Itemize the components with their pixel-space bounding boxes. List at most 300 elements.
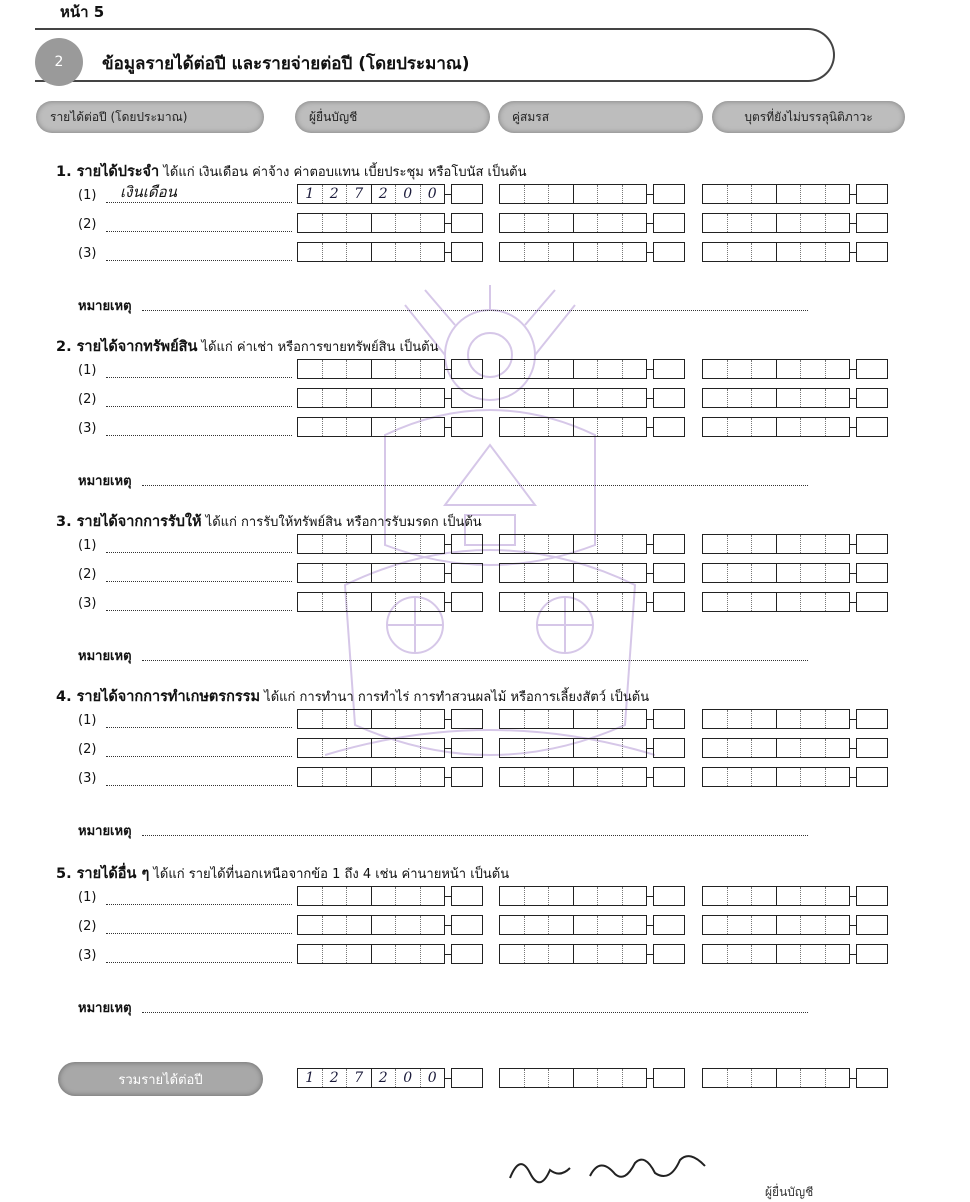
digit-cell — [777, 360, 802, 378]
digit-cell: 2 — [323, 1069, 348, 1087]
column-header-spouse: คู่สมรส — [498, 101, 703, 133]
digit-cell — [752, 418, 777, 436]
spouse-amount-box[interactable] — [499, 738, 647, 758]
spouse-satang-box[interactable] — [653, 592, 685, 612]
spouse-amount-box[interactable] — [499, 886, 647, 906]
total-spouse-satang-box[interactable] — [653, 1068, 685, 1088]
digit-cell — [623, 710, 647, 728]
digit-cell — [826, 1069, 850, 1087]
declarant-satang-box[interactable] — [451, 184, 483, 204]
digit-cell: 0 — [427, 186, 437, 202]
digit-cell — [323, 945, 348, 963]
digit-cell — [752, 243, 777, 261]
declarant-amount-box[interactable] — [297, 184, 445, 204]
description-field[interactable] — [106, 390, 292, 407]
digit-cell — [500, 710, 525, 728]
spouse-satang-box[interactable] — [653, 359, 685, 379]
digit-cell: 7 — [347, 1069, 372, 1087]
declarant-amount-box[interactable] — [297, 359, 445, 379]
digit-cell — [525, 739, 550, 757]
spouse-satang-box[interactable] — [653, 944, 685, 964]
spouse-amount-box[interactable] — [499, 417, 647, 437]
digit-cell — [826, 389, 850, 407]
digit-cell — [801, 360, 826, 378]
declarant-satang-box[interactable] — [451, 534, 483, 554]
spouse-amount-box[interactable] — [499, 359, 647, 379]
row-number: (2) — [78, 742, 97, 757]
digit-cell — [525, 768, 550, 786]
digit-cell — [752, 1069, 777, 1087]
digit-cell — [525, 916, 550, 934]
declarant-satang-box[interactable] — [451, 388, 483, 408]
digit-cell — [728, 360, 753, 378]
digit-cell — [574, 214, 599, 232]
description-field[interactable] — [106, 594, 292, 611]
digit-cell — [421, 564, 445, 582]
digit-cell — [801, 887, 826, 905]
row-number: (2) — [78, 217, 97, 232]
note-field[interactable] — [142, 309, 808, 311]
children-amount-box[interactable] — [702, 534, 850, 554]
digit-cell — [347, 389, 372, 407]
children-satang-box[interactable] — [856, 767, 888, 787]
note-label: หมายเหตุ — [78, 1001, 132, 1016]
income-group-title: 1. รายได้ประจำ — [56, 164, 160, 180]
spouse-amount-box[interactable] — [499, 534, 647, 554]
children-amount-box[interactable] — [702, 184, 850, 204]
digit-cell — [703, 593, 728, 611]
note-field[interactable] — [142, 484, 808, 486]
spouse-satang-box[interactable] — [653, 709, 685, 729]
column-header-children: บุตรที่ยังไม่บรรลุนิติภาวะ — [712, 101, 905, 133]
declarant-amount-box[interactable] — [297, 709, 445, 729]
spouse-amount-box[interactable] — [499, 709, 647, 729]
declarant-amount-box[interactable] — [297, 417, 445, 437]
digit-cell — [549, 214, 574, 232]
digit-cell — [623, 389, 647, 407]
income-group-title: 4. รายได้จากการทำเกษตรกรรม — [56, 689, 261, 705]
digit-cell — [703, 768, 728, 786]
digit-cell — [703, 214, 728, 232]
children-amount-box[interactable] — [702, 886, 850, 906]
digit-cell — [298, 916, 323, 934]
income-group-title: 2. รายได้จากทรัพย์สิน — [56, 339, 198, 355]
digit-cell: 1 — [298, 185, 323, 203]
digit-cell — [752, 535, 777, 553]
description-field[interactable] — [106, 361, 292, 378]
digit-cell — [372, 243, 397, 261]
digit-cell: 2 — [323, 185, 348, 203]
digit-cell — [396, 887, 421, 905]
children-satang-box[interactable] — [856, 592, 888, 612]
declarant-satang-box[interactable] — [451, 738, 483, 758]
income-group-title: 3. รายได้จากการรับให้ — [56, 514, 202, 530]
children-amount-box[interactable] — [702, 417, 850, 437]
spouse-amount-box[interactable] — [499, 213, 647, 233]
digit-cell — [826, 593, 850, 611]
digit-cell — [703, 710, 728, 728]
digit-cell — [703, 418, 728, 436]
declarant-amount-box[interactable] — [297, 534, 445, 554]
spouse-satang-box[interactable] — [653, 213, 685, 233]
digit-cell — [777, 945, 802, 963]
digit-cell — [372, 535, 397, 553]
page-number: หน้า 5 — [60, 3, 105, 21]
note-field[interactable] — [142, 1011, 808, 1013]
digit-cell — [598, 739, 623, 757]
declarant-satang-box[interactable] — [451, 417, 483, 437]
income-group-description: ได้แก่ การรับให้ทรัพย์สิน หรือการรับมรดก เป็นต้น — [201, 515, 482, 530]
digit-cell — [372, 418, 397, 436]
digit-cell — [801, 593, 826, 611]
digit-cell — [525, 887, 550, 905]
description-text — [106, 414, 120, 432]
digit-cell — [396, 710, 421, 728]
digit-cell — [500, 1069, 525, 1087]
total-children-amount-box[interactable] — [702, 1068, 850, 1088]
digit-cell — [777, 535, 802, 553]
children-satang-box[interactable] — [856, 886, 888, 906]
digit-cell — [598, 916, 623, 934]
digit-cell — [777, 564, 802, 582]
children-satang-box[interactable] — [856, 213, 888, 233]
digit-cell — [421, 389, 445, 407]
spouse-satang-box[interactable] — [653, 534, 685, 554]
digit-cell — [323, 739, 348, 757]
description-field[interactable] — [106, 215, 292, 232]
digit-cell — [623, 739, 647, 757]
digit-cell — [396, 243, 421, 261]
digit-cell — [525, 945, 550, 963]
description-field[interactable] — [106, 888, 292, 905]
digit-cell — [801, 916, 826, 934]
digit-cell — [347, 564, 372, 582]
description-field[interactable] — [106, 740, 292, 757]
digit-cell — [549, 593, 574, 611]
children-satang-box[interactable] — [856, 915, 888, 935]
declarant-amount-box[interactable] — [297, 886, 445, 906]
digit-cell — [598, 768, 623, 786]
digit-cell — [752, 214, 777, 232]
digit-cell — [801, 214, 826, 232]
declarant-amount-box[interactable] — [297, 592, 445, 612]
digit-cell — [323, 710, 348, 728]
digit-cell — [826, 710, 850, 728]
digit-cell — [703, 945, 728, 963]
total-spouse-amount-box[interactable] — [499, 1068, 647, 1088]
declarant-satang-box[interactable] — [451, 767, 483, 787]
income-group-description: ได้แก่ การทำนา การทำไร่ การทำสวนผลไม้ หรือการเลี้ยงสัตว์ เป็นต้น — [260, 690, 650, 705]
declarant-satang-box[interactable] — [451, 915, 483, 935]
description-text — [106, 385, 120, 403]
digit-cell — [421, 945, 445, 963]
digit-cell — [801, 535, 826, 553]
digit-cell — [500, 916, 525, 934]
digit-cell — [396, 535, 421, 553]
description-field[interactable] — [106, 244, 292, 261]
children-satang-box[interactable] — [856, 563, 888, 583]
description-field[interactable] — [106, 183, 292, 203]
digit-cell — [396, 214, 421, 232]
children-satang-box[interactable] — [856, 534, 888, 554]
description-field[interactable] — [106, 419, 292, 436]
digit-cell — [598, 360, 623, 378]
digit-cell — [703, 243, 728, 261]
digit-cell — [549, 185, 574, 203]
declarant-amount-box[interactable] — [297, 213, 445, 233]
digit-cell — [549, 418, 574, 436]
spouse-amount-box[interactable] — [499, 388, 647, 408]
children-amount-box[interactable] — [702, 767, 850, 787]
digit-cell — [777, 214, 802, 232]
digit-cell — [396, 564, 421, 582]
digit-cell — [396, 389, 421, 407]
digit-cell — [549, 739, 574, 757]
children-amount-box[interactable] — [702, 944, 850, 964]
digit-cell — [298, 945, 323, 963]
children-satang-box[interactable] — [856, 944, 888, 964]
digit-cell: 0 — [396, 185, 421, 203]
digit-cell — [574, 916, 599, 934]
description-text — [106, 239, 120, 257]
declarant-satang-box[interactable] — [451, 563, 483, 583]
digit-cell — [500, 360, 525, 378]
spouse-satang-box[interactable] — [653, 915, 685, 935]
digit-cell — [574, 710, 599, 728]
spouse-satang-box[interactable] — [653, 767, 685, 787]
digit-cell — [298, 710, 323, 728]
declarant-satang-box[interactable] — [451, 944, 483, 964]
declarant-amount-box[interactable] — [297, 915, 445, 935]
spouse-amount-box[interactable] — [499, 944, 647, 964]
children-amount-box[interactable] — [702, 213, 850, 233]
children-amount-box[interactable] — [702, 915, 850, 935]
children-satang-box[interactable] — [856, 359, 888, 379]
description-field[interactable] — [106, 536, 292, 553]
declarant-amount-box[interactable] — [297, 242, 445, 262]
digit-cell — [574, 360, 599, 378]
digit-cell — [801, 418, 826, 436]
total-children-satang-box[interactable] — [856, 1068, 888, 1088]
total-declarant-satang-box[interactable] — [451, 1068, 483, 1088]
row-number: (2) — [78, 919, 97, 934]
children-satang-box[interactable] — [856, 417, 888, 437]
digit-cell — [598, 710, 623, 728]
digit-cell — [826, 564, 850, 582]
digit-cell — [549, 887, 574, 905]
digit-cell — [728, 916, 753, 934]
digit-cell — [777, 389, 802, 407]
spouse-satang-box[interactable] — [653, 184, 685, 204]
spouse-satang-box[interactable] — [653, 563, 685, 583]
digit-cell — [421, 214, 445, 232]
row-number: (3) — [78, 771, 97, 786]
digit-cell — [598, 243, 623, 261]
digit-cell — [549, 389, 574, 407]
digit-cell — [703, 916, 728, 934]
description-field[interactable] — [106, 769, 292, 786]
digit-cell — [703, 535, 728, 553]
spouse-amount-box[interactable] — [499, 184, 647, 204]
digit-cell — [703, 564, 728, 582]
digit-cell — [500, 564, 525, 582]
declarant-amount-box[interactable] — [297, 767, 445, 787]
children-amount-box[interactable] — [702, 242, 850, 262]
digit-cell — [801, 739, 826, 757]
digit-cell — [298, 564, 323, 582]
declarant-satang-box[interactable] — [451, 709, 483, 729]
declarant-amount-box[interactable] — [297, 944, 445, 964]
digit-cell — [801, 564, 826, 582]
children-satang-box[interactable] — [856, 388, 888, 408]
digit-cell — [598, 945, 623, 963]
digit-cell — [728, 768, 753, 786]
spouse-amount-box[interactable] — [499, 915, 647, 935]
digit-cell — [598, 535, 623, 553]
digit-cell — [598, 389, 623, 407]
digit-cell: 2 — [372, 185, 397, 203]
digit-cell — [598, 418, 623, 436]
children-satang-box[interactable] — [856, 738, 888, 758]
digit-cell — [372, 916, 397, 934]
row-number: (1) — [78, 713, 97, 728]
digit-cell — [525, 710, 550, 728]
digit-cell — [728, 593, 753, 611]
digit-cell — [372, 739, 397, 757]
description-text — [106, 941, 120, 959]
digit-cell — [525, 185, 550, 203]
spouse-satang-box[interactable] — [653, 886, 685, 906]
children-amount-box[interactable] — [702, 388, 850, 408]
column-header-declarant: ผู้ยื่นบัญชี — [295, 101, 490, 133]
total-declarant-amount-box[interactable] — [297, 1068, 445, 1088]
description-text — [106, 210, 120, 228]
digit-cell — [728, 945, 753, 963]
description-text — [106, 560, 120, 578]
total-income-label: รวมรายได้ต่อปี — [58, 1062, 263, 1096]
digit-cell — [372, 389, 397, 407]
children-satang-box[interactable] — [856, 709, 888, 729]
digit-cell — [525, 360, 550, 378]
children-amount-box[interactable] — [702, 359, 850, 379]
digit-cell — [372, 945, 397, 963]
declarant-satang-box[interactable] — [451, 359, 483, 379]
note-label: หมายเหตุ — [78, 299, 132, 314]
digit-cell — [347, 945, 372, 963]
digit-cell — [752, 389, 777, 407]
digit-cell — [500, 243, 525, 261]
children-amount-box[interactable] — [702, 709, 850, 729]
spouse-satang-box[interactable] — [653, 738, 685, 758]
digit-cell — [396, 360, 421, 378]
note-label: หมายเหตุ — [78, 824, 132, 839]
digit-cell — [347, 916, 372, 934]
row-number: (3) — [78, 948, 97, 963]
digit-cell — [323, 593, 348, 611]
digit-cell — [623, 535, 647, 553]
digit-cell — [703, 887, 728, 905]
note-field[interactable] — [142, 834, 808, 836]
digit-cell — [500, 418, 525, 436]
digit-cell — [574, 243, 599, 261]
digit-cell — [323, 360, 348, 378]
digit-cell — [598, 593, 623, 611]
spouse-amount-box[interactable] — [499, 242, 647, 262]
digit-cell — [372, 768, 397, 786]
declarant-amount-box[interactable] — [297, 388, 445, 408]
digit-cell — [826, 214, 850, 232]
row-number: (1) — [78, 363, 97, 378]
declarant-amount-box[interactable] — [297, 738, 445, 758]
digit-cell — [421, 593, 445, 611]
digit-cell — [728, 535, 753, 553]
income-group-description: ได้แก่ เงินเดือน ค่าจ้าง ค่าตอบแทน เบี้ยประชุม หรือโบนัส เป็นต้น — [159, 165, 527, 180]
description-field[interactable] — [106, 946, 292, 963]
digit-cell — [574, 185, 599, 203]
children-amount-box[interactable] — [702, 738, 850, 758]
spouse-amount-box[interactable] — [499, 592, 647, 612]
digit-cell — [549, 768, 574, 786]
children-amount-box[interactable] — [702, 563, 850, 583]
spouse-satang-box[interactable] — [653, 417, 685, 437]
children-satang-box[interactable] — [856, 242, 888, 262]
digit-cell — [525, 214, 550, 232]
digit-cell — [347, 739, 372, 757]
children-amount-box[interactable] — [702, 592, 850, 612]
digit-cell — [549, 243, 574, 261]
description-field[interactable] — [106, 565, 292, 582]
digit-cell — [826, 418, 850, 436]
note-field[interactable] — [142, 659, 808, 661]
digit-cell — [549, 564, 574, 582]
declarant-satang-box[interactable] — [451, 213, 483, 233]
digit-cell — [298, 389, 323, 407]
digit-cell — [728, 418, 753, 436]
digit-cell — [801, 945, 826, 963]
spouse-amount-box[interactable] — [499, 767, 647, 787]
digit-cell — [574, 389, 599, 407]
digit-cell — [323, 535, 348, 553]
declarant-satang-box[interactable] — [451, 886, 483, 906]
digit-cell — [525, 418, 550, 436]
digit-cell — [801, 768, 826, 786]
digit-cell — [623, 887, 647, 905]
description-field[interactable] — [106, 917, 292, 934]
digit-cell — [525, 1069, 550, 1087]
digit-cell — [703, 185, 728, 203]
declarant-satang-box[interactable] — [451, 242, 483, 262]
digit-cell — [623, 214, 647, 232]
spouse-satang-box[interactable] — [653, 388, 685, 408]
digit-cell — [826, 916, 850, 934]
digit-cell — [728, 214, 753, 232]
row-number: (1) — [78, 890, 97, 905]
digit-cell — [777, 1069, 802, 1087]
digit-cell — [703, 739, 728, 757]
digit-cell — [703, 360, 728, 378]
spouse-amount-box[interactable] — [499, 563, 647, 583]
description-field[interactable] — [106, 711, 292, 728]
digit-cell — [347, 418, 372, 436]
declarant-amount-box[interactable] — [297, 563, 445, 583]
digit-cell — [500, 945, 525, 963]
digit-cell — [752, 360, 777, 378]
digit-cell — [372, 564, 397, 582]
spouse-satang-box[interactable] — [653, 242, 685, 262]
children-satang-box[interactable] — [856, 184, 888, 204]
declarant-satang-box[interactable] — [451, 592, 483, 612]
digit-cell — [728, 710, 753, 728]
